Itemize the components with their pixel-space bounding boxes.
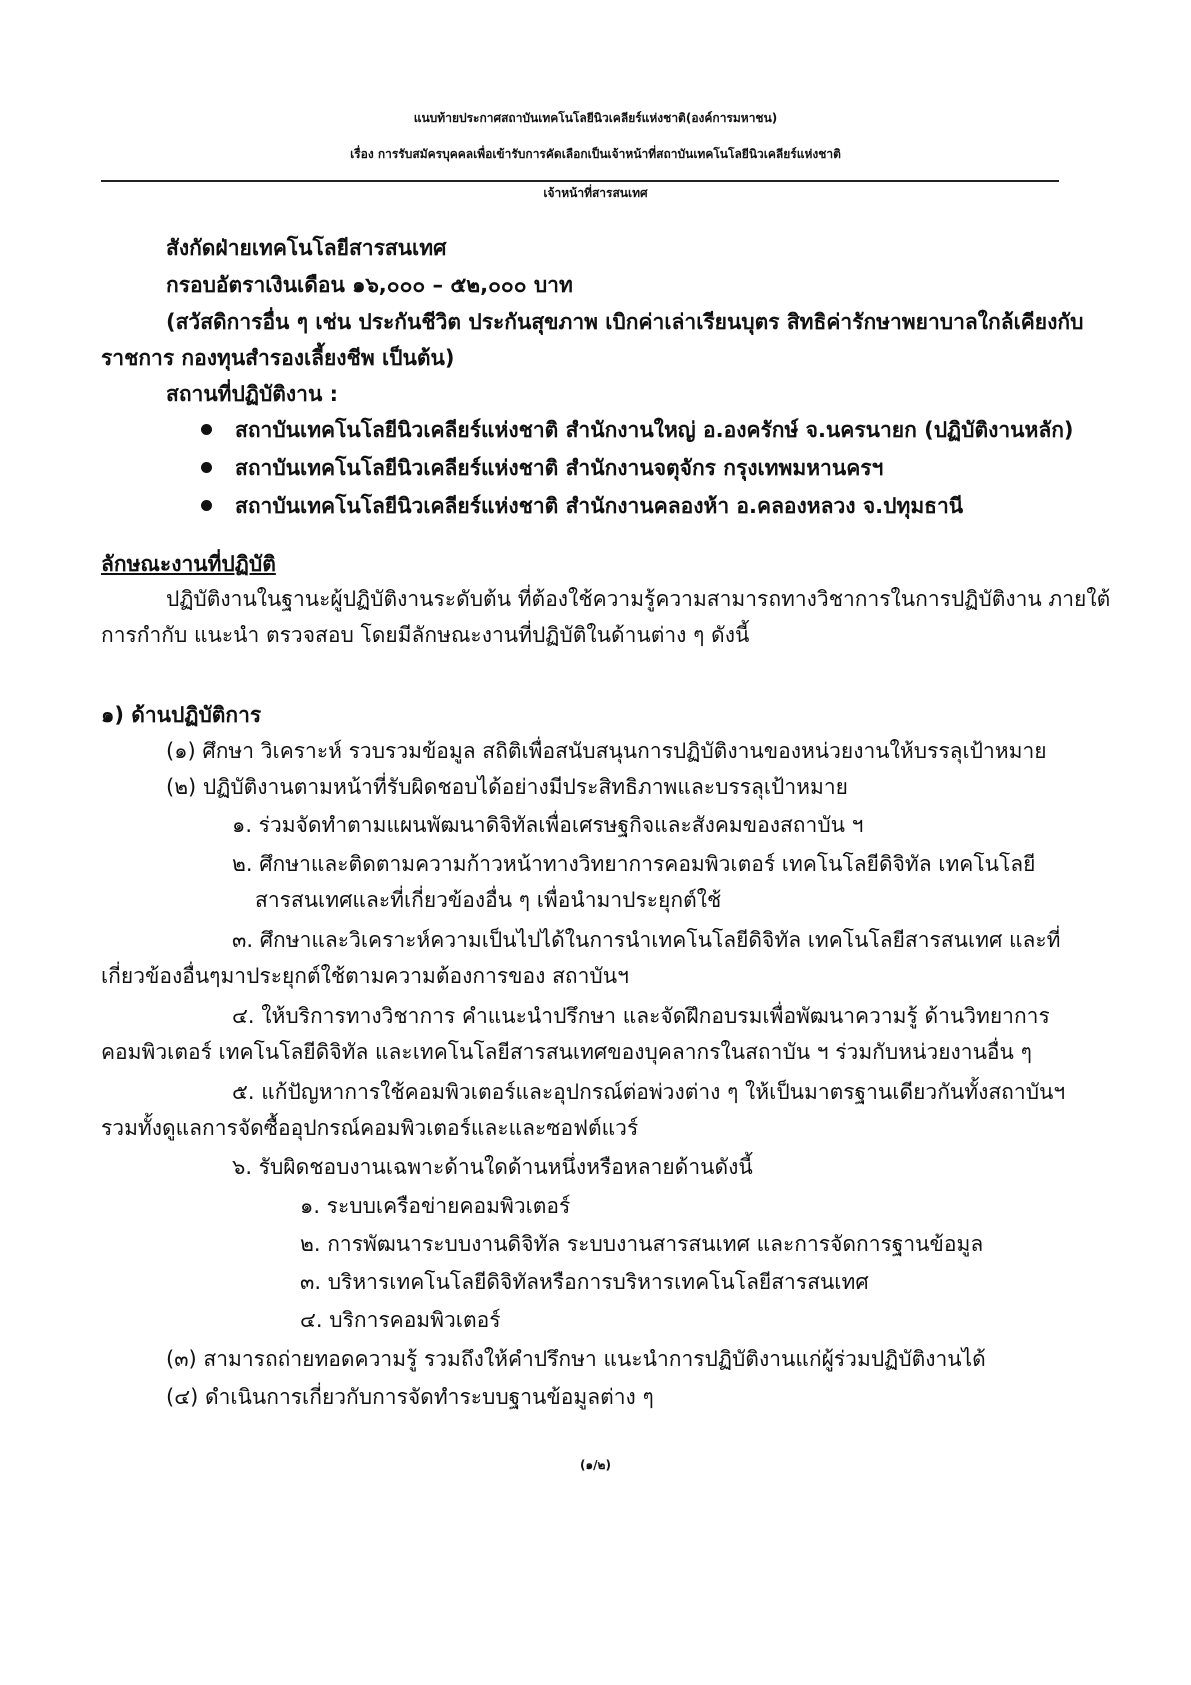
sub-item-2-line-2: สารสนเทศและที่เกี่ยวข้องอื่น ๆ เพื่อนำมาประยุกต์ใช้ — [255, 888, 722, 912]
operations-item-3: (๓) สามารถถ่ายทอดความรู้ รวมถึงให้คำปรึกษา แนะนำการปฏิบัติงานแก่ผู้ร่วมปฏิบัติงานได้ — [166, 1347, 986, 1371]
workplace-label: สถานที่ปฏิบัติงาน : — [166, 382, 339, 406]
department-line: สังกัดฝ่ายเทคโนโลยีสารสนเทศ — [166, 236, 447, 260]
position-title: เจ้าหน้าที่สารสนเทศ — [543, 186, 648, 200]
operations-item-2: (๒) ปฏิบัติงานตามหน้าที่รับผิดชอบได้อย่างมีประสิทธิภาพและบรรลุเป้าหมาย — [166, 775, 848, 799]
job-nature-paragraph-2: การกำกับ แนะนำ ตรวจสอบ โดยมีลักษณะงานที่ปฏิบัติในด้านต่าง ๆ ดังนี้ — [101, 623, 750, 647]
sub-item-3-line-2: เกี่ยวข้องอื่นๆมาประยุกต์ใช้ตามความต้องการของ สถาบันฯ — [101, 964, 629, 988]
area-item: ๔. บริการคอมพิวเตอร์ — [300, 1308, 501, 1332]
area-item: ๒. การพัฒนาระบบงานดิจิทัล ระบบงานสารสนเทศ และการจัดการฐานข้อมูล — [300, 1232, 984, 1256]
benefits-line-2: ราชการ กองทุนสำรองเลี้ยงชีพ เป็นต้น) — [101, 346, 455, 370]
operations-item-4: (๔) ดำเนินการเกี่ยวกับการจัดทำระบบฐานข้อมูลต่าง ๆ — [166, 1385, 654, 1409]
sub-item-4-line-1: ๔. ให้บริการทางวิชาการ คำแนะนำปรึกษา และจัดฝึกอบรมเพื่อพัฒนาความรู้ ด้านวิทยาการ — [232, 1004, 1050, 1028]
salary-line: กรอบอัตราเงินเดือน ๑๖,๐๐๐ – ๕๒,๐๐๐ บาท — [166, 273, 573, 297]
area-item: ๑. ระบบเครือข่ายคอมพิวเตอร์ — [300, 1194, 571, 1218]
announcement-title: แนบท้ายประกาศสถาบันเทคโนโลยีนิวเคลียร์แห่งชาติ(องค์การมหาชน) — [413, 111, 778, 125]
sub-item-5-line-1: ๕. แก้ปัญหาการใช้คอมพิวเตอร์และอุปกรณ์ต่อพ่วงต่าง ๆ ให้เป็นมาตรฐานเดียวกันทั้งสถาบันฯ — [232, 1080, 1066, 1104]
benefits-line-1: (สวัสดิการอื่น ๆ เช่น ประกันชีวิต ประกันสุขภาพ เบิกค่าเล่าเรียนบุตร สิทธิค่ารักษาพยาบาลใกล้เคียงกับ — [166, 310, 1084, 334]
operations-item-1: (๑) ศึกษา วิเคราะห์ รวบรวมข้อมูล สถิติเพื่อสนับสนุนการปฏิบัติงานของหน่วยงานให้บรรลุเป้าหมาย — [166, 739, 1047, 763]
workplace-item: สถาบันเทคโนโลยีนิวเคลียร์แห่งชาติ สำนักงานใหญ่ อ.องครักษ์ จ.นครนายก (ปฏิบัติงานหลัก) — [235, 418, 1074, 442]
sub-item-6: ๖. รับผิดชอบงานเฉพาะด้านใดด้านหนึ่งหรือหลายด้านดังนี้ — [232, 1155, 753, 1179]
sub-item-1: ๑. ร่วมจัดทำตามแผนพัฒนาดิจิทัลเพื่อเศรษฐกิจและสังคมของสถาบัน ฯ — [232, 813, 864, 837]
workplace-item: สถาบันเทคโนโลยีนิวเคลียร์แห่งชาติ สำนักงานคลองห้า อ.คลองหลวง จ.ปทุมธานี — [235, 494, 964, 518]
announcement-subject: เรื่อง การรับสมัครบุคคลเพื่อเข้ารับการคัดเลือกเป็นเจ้าหน้าที่สถาบันเทคโนโลยีนิวเคลียร์แห่งชาติ — [350, 147, 841, 161]
bullet-icon — [201, 424, 212, 435]
job-nature-heading: ลักษณะงานที่ปฏิบัติ — [101, 552, 276, 576]
bullet-icon — [201, 500, 212, 511]
page-number: (๑/๒) — [580, 1458, 611, 1472]
sub-item-5-line-2: รวมทั้งดูแลการจัดซื้ออุปกรณ์คอมพิวเตอร์และและซอฟต์แวร์ — [101, 1116, 639, 1140]
bullet-icon — [201, 462, 212, 473]
job-nature-paragraph-1: ปฏิบัติงานในฐานะผู้ปฏิบัติงานระดับต้น ที่ต้องใช้ความรู้ความสามารถทางวิชาการในการปฏิบัติงาน ภายใต้ — [166, 587, 1111, 611]
operations-heading: ๑) ด้านปฏิบัติการ — [101, 703, 262, 727]
sub-item-2-line-1: ๒. ศึกษาและติดตามความก้าวหน้าทางวิทยาการคอมพิวเตอร์ เทคโนโลยีดิจิทัล เทคโนโลยี — [232, 852, 1036, 876]
sub-item-4-line-2: คอมพิวเตอร์ เทคโนโลยีดิจิทัล และเทคโนโลยีสารสนเทศของบุคลากรในสถาบัน ฯ ร่วมกับหน่วยงานอื่น ๆ — [101, 1040, 1032, 1064]
area-item: ๓. บริหารเทคโนโลยีดิจิทัลหรือการบริหารเทคโนโลยีสารสนเทศ — [300, 1270, 869, 1294]
workplace-item: สถาบันเทคโนโลยีนิวเคลียร์แห่งชาติ สำนักงานจตุจักร กรุงเทพมหานครฯ — [235, 456, 884, 480]
sub-item-3-line-1: ๓. ศึกษาและวิเคราะห์ความเป็นไปได้ในการนำเทคโนโลยีดิจิทัล เทคโนโลยีสารสนเทศ และที่ — [232, 928, 1061, 952]
